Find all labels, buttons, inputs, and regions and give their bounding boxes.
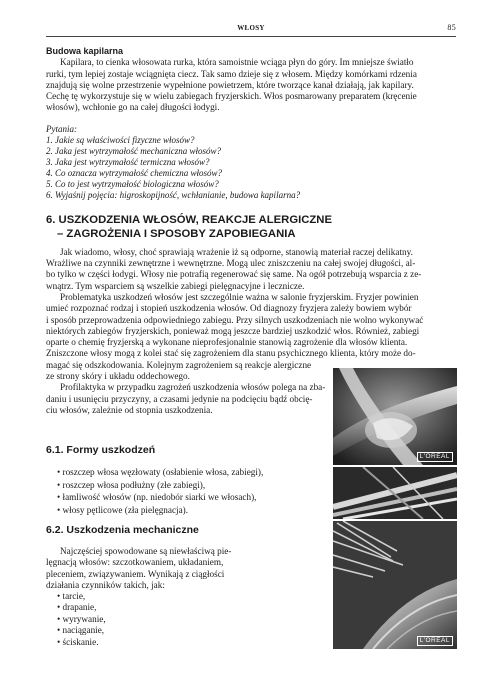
capillary-line: włosów), wchłonie go na całej długości łodygi. bbox=[46, 102, 220, 113]
capillary-heading: Budowa kapilarna bbox=[46, 46, 124, 56]
body-line: umieć rozpoznać rodzaj i stopień uszkodzenia włosów. Od diagnozy fryzjera zależy bowiem wybór bbox=[46, 303, 412, 314]
question-item: 1. Jakie są właściwości fizyczne włosów? bbox=[46, 134, 195, 145]
list-item: • włosy pętlicowe (zła pielęgnacja). bbox=[57, 504, 189, 515]
section-6-heading bbox=[46, 213, 456, 241]
capillary-paragraph bbox=[46, 57, 456, 113]
microscope-image-split-hair bbox=[333, 467, 457, 519]
body-line: Profilaktyka w przypadku zagrożeń uszkodzenia włosów polega na zba- bbox=[60, 382, 326, 393]
capillary-line: Kapilara, to cienka włosowata rurka, która samoistnie wciąga płyn do góry. Im mniejsze światło bbox=[60, 57, 414, 68]
body-line: lęgnacją włosów: szczotkowaniem, układaniem, bbox=[46, 557, 224, 568]
running-header bbox=[46, 22, 456, 37]
question-item: 2. Jaka jest wytrzymałość mechaniczna włosów? bbox=[46, 145, 221, 156]
question-item: 5. Co to jest wytrzymałość biologiczna włosów? bbox=[46, 178, 219, 189]
list-item: • roszczep włosa podłużny (złe zabiegi), bbox=[57, 479, 206, 490]
page-number: 85 bbox=[447, 23, 456, 32]
section-6-2-list bbox=[57, 591, 106, 648]
list-item: • ściskanie. bbox=[57, 636, 99, 647]
list-item: • łamliwość włosów (np. niedobór siarki we włosach), bbox=[57, 492, 257, 503]
body-line: bo tylko w części łodygi. Włosy nie potrafią regenerować się same. Na ogół potrzebują wsparcia z ze- bbox=[46, 269, 422, 280]
list-item: • drapanie, bbox=[57, 602, 97, 613]
body-line: działania czynników takich, jak: bbox=[46, 579, 165, 590]
section-6-paragraph-1 bbox=[46, 247, 456, 292]
body-line: Problematyka uszkodzeń włosów jest szczególnie ważna w salonie fryzjerskim. Fryzjer powinien bbox=[60, 291, 419, 302]
section-6-title-line1: 6. USZKODZENIA WŁOSÓW, REAKCJE ALERGICZNE bbox=[46, 213, 332, 226]
body-line: magać się odszkodowania. Kolejnym zagrożeniem są reakcje alergiczne bbox=[46, 359, 312, 370]
body-line: daniu i usunięciu przyczyny, a czasami jedynie na podcięciu bądź obcię- bbox=[46, 393, 313, 404]
capillary-line: Cechę tę wykorzystuje się w wielu zabiegach fryzjerskich. Włos posmarowany preparatem (kręcenie bbox=[46, 91, 417, 102]
main-column bbox=[46, 46, 456, 416]
body-line: niektórych zabiegów fryzjerskich, ponieważ mogą jeszcze bardziej uszkodzić włos. Również, zabiegi bbox=[46, 325, 420, 336]
brand-watermark: L'ORÉAL bbox=[417, 636, 453, 646]
questions-label: Pytania: bbox=[46, 123, 77, 134]
body-line: Najczęściej spowodowane są niewłaściwą pie- bbox=[60, 546, 232, 556]
list-item: • wyrywanie, bbox=[57, 613, 106, 624]
microscope-image-knotted-hair bbox=[333, 368, 457, 465]
section-6-paragraph-3 bbox=[46, 382, 332, 416]
section-6-title-line2: – ZAGROŻENIA I SPOSOBY ZAPOBIEGANIA bbox=[57, 227, 296, 240]
body-line: ze strony skóry i układu oddechowego. bbox=[46, 371, 190, 382]
list-item: • roszczep włosa węzłowaty (osłabienie włosa, zabiegi), bbox=[57, 467, 264, 477]
body-line: i sposób przeprowadzenia odpowiedniego zabiegu. Przy silnych uszkodzeniach nie wolno wykonywać bbox=[46, 314, 424, 325]
brand-watermark: L'ORÉAL bbox=[417, 452, 453, 462]
body-line: Zniszczone włosy mogą z kolei stać się zagrożeniem dla stanu psychicznego klienta, który może do- bbox=[46, 348, 416, 359]
body-line: wnątrz. Tym wsparciem są wszelkie zabiegi pielęgnacyjne i lecznicze. bbox=[46, 280, 305, 291]
section-6-2-paragraph bbox=[46, 546, 286, 591]
question-item: 4. Co oznacza wytrzymałość chemiczna włosów? bbox=[46, 167, 222, 178]
body-line: Jak wiadomo, włosy, choć sprawiają wrażenie iż są odporne, stanowią materiał raczej delikatny. bbox=[60, 246, 413, 257]
questions-block bbox=[46, 124, 456, 201]
section-6-2-heading: 6.2. Uszkodzenia mechaniczne bbox=[46, 524, 199, 536]
microscope-image-frayed-hair bbox=[333, 521, 457, 649]
section-6-1-list bbox=[57, 466, 263, 516]
body-line: oparte o chemię fryzjerską a wykonane nieprofesjonalnie stanowią zagrożenie dla włosów klienta. bbox=[46, 337, 408, 348]
section-6-1-heading: 6.1. Formy uszkodzeń bbox=[46, 444, 156, 456]
header-title: WŁOSY bbox=[237, 24, 265, 32]
capillary-line: znajdują się wolne przestrzenie wypełnione powietrzem, które tworzące kanał działają, jak kapilary. bbox=[46, 79, 414, 90]
question-item: 6. Wyjaśnij pojęcia: higroskopijność, wchłanianie, budowa kapilarna? bbox=[46, 189, 301, 200]
question-item: 3. Jaka jest wytrzymałość termiczna włosów? bbox=[46, 156, 210, 167]
list-item: • tarcie, bbox=[57, 591, 86, 601]
list-item: • naciąganie, bbox=[57, 625, 105, 636]
body-line: ciu włosów, zależnie od stopnia uszkodzenia. bbox=[46, 404, 213, 415]
body-line: pleceniem, związywaniem. Wynikają z ciągłości bbox=[46, 568, 225, 579]
capillary-line: rurki, tym lepiej zostaje wciągnięta ciecz. Tak samo dzieje się z włosem. Między komórkami rdzenia bbox=[46, 68, 417, 79]
body-line: Wrażliwe na czynniki zewnętrzne i wewnętrzne. Mogą ulec zniszczeniu na całej swojej długości, al- bbox=[46, 258, 416, 269]
